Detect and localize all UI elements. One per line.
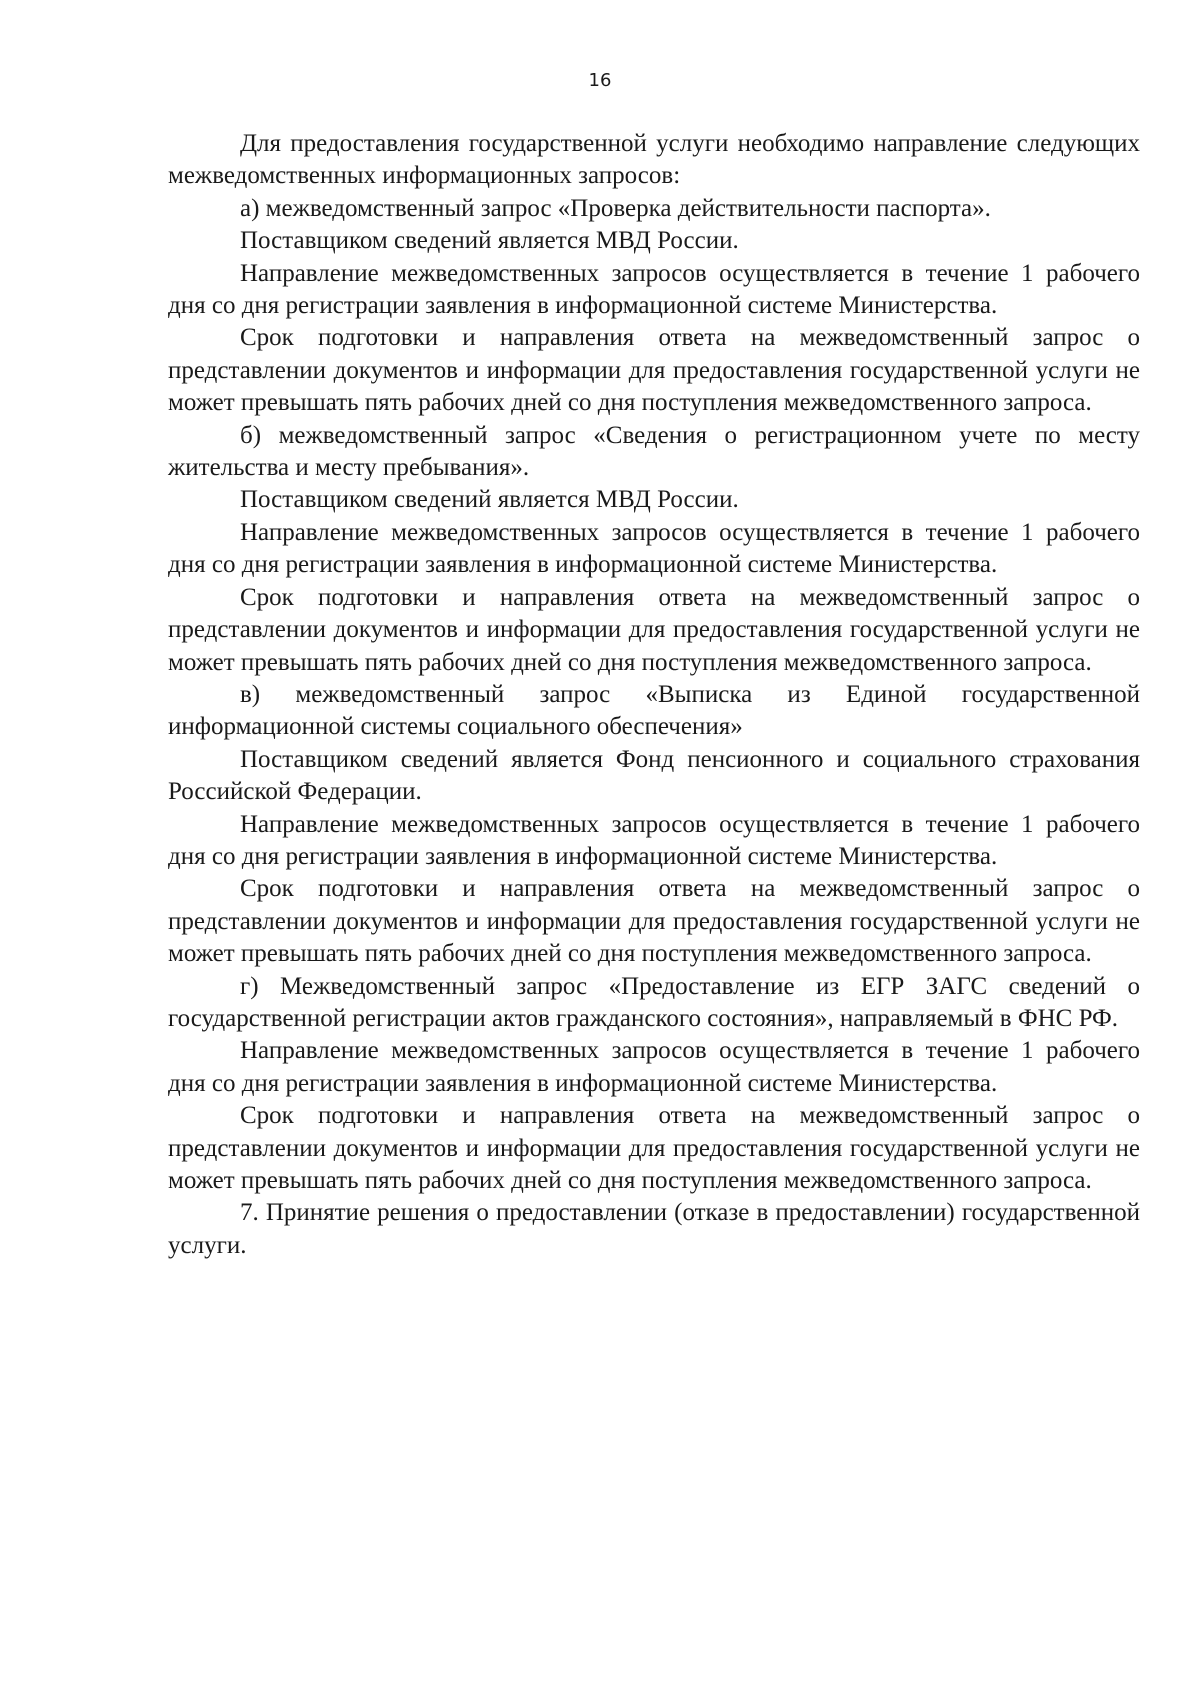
paragraph: Поставщиком сведений является Фонд пенсионного и социального страхования Российской Федерации. [168,745,1140,806]
paragraph: Направление межведомственных запросов осуществляется в течение 1 рабочего дня со дня регистрации заявления в информационной системе Министерства. [168,810,1140,870]
paragraph: 7. Принятие решения о предоставлении (отказе в предоставлении) государственной услуги. [168,1199,1140,1259]
page-number: 16 [588,70,612,91]
paragraph: г) Межведомственный запрос «Предоставление из ЕГР ЗАГС сведений о государственной регистрации актов гражданского состояния», направляемый в ФНС РФ. [168,972,1140,1032]
document-body [168,128,1140,1262]
paragraph: Срок подготовки и направления ответа на межведомственный запрос о представлении документов и информации для предоставления государственной услуги не может превышать пять рабочих дней со дня поступления межведомственного запроса. [168,324,1140,417]
paragraph: Срок подготовки и направления ответа на межведомственный запрос о представлении документов и информации для предоставления государственной услуги не может превышать пять рабочих дней со дня поступления межведомственного запроса. [168,1102,1140,1194]
paragraph: Срок подготовки и направления ответа на межведомственный запрос о представлении документов и информации для предоставления государственной услуги не может превышать пять рабочих дней со дня поступления межведомственного запроса. [168,875,1140,968]
paragraph: Срок подготовки и направления ответа на межведомственный запрос о представлении документов и информации для предоставления государственной услуги не может превышать пять рабочих дней со дня поступления межведомственного запроса. [168,583,1140,676]
paragraph: Для предоставления государственной услуги необходимо направление следующих межведомственных информационных запросов: [168,130,1140,190]
paragraph: в) межведомственный запрос «Выписка из Единой государственной информационной системы социального обеспечения» [168,680,1140,741]
paragraph: Поставщиком сведений является МВД России. [240,486,739,514]
paragraph: Направление межведомственных запросов осуществляется в течение 1 рабочего дня со дня регистрации заявления в информационной системе Министерства. [168,518,1140,579]
paragraph: Направление межведомственных запросов осуществляется в течение 1 рабочего дня со дня регистрации заявления в информационной системе Министерства. [168,259,1140,320]
paragraph: Поставщиком сведений является МВД России. [240,227,739,255]
paragraph: Направление межведомственных запросов осуществляется в течение 1 рабочего дня со дня регистрации заявления в информационной системе Министерства. [168,1037,1140,1097]
paragraph: б) межведомственный запрос «Сведения о регистрационном учете по месту жительства и месту пребывания». [168,421,1140,482]
paragraph: а) межведомственный запрос «Проверка действительности паспорта». [240,194,991,222]
